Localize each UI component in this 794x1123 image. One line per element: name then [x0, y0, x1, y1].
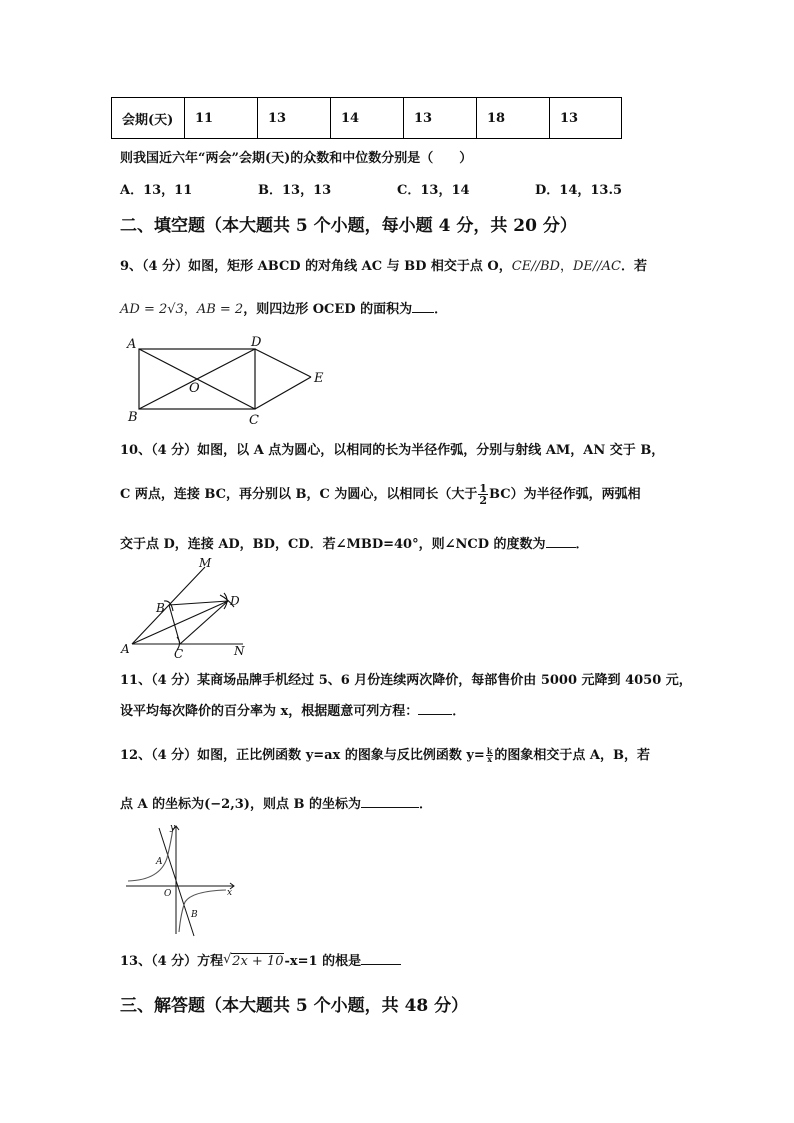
q13-line — [120, 950, 401, 969]
q9-text-end: ． — [434, 302, 448, 317]
fraction-denominator: x — [487, 754, 492, 764]
fraction-k-over-x — [486, 748, 494, 763]
q11-text-end: ． — [452, 704, 466, 719]
fraction-one-half — [478, 483, 488, 506]
q12-line-2 — [120, 793, 432, 812]
q12-line-1 — [120, 744, 650, 763]
point-label-b: B — [191, 910, 198, 920]
point-label-a: A — [121, 642, 130, 656]
q11-text: 设平均每次降价的百分率为 x，根据题意可列方程： — [120, 704, 419, 719]
q10-text: BC）为半径作弧，两弧相 — [489, 487, 641, 502]
axis-label-x: x — [227, 888, 233, 898]
table-cell: 13 — [404, 98, 477, 139]
point-label-c: C — [249, 413, 259, 428]
q12-text-end: ． — [419, 797, 433, 812]
q10-angle-figure — [118, 555, 258, 660]
point-label-d: D — [251, 335, 262, 350]
section-2-title: 二、填空题（本大题共 5 个小题，每小题 4 分，共 20 分） — [120, 216, 577, 236]
point-label-d: D — [230, 594, 240, 608]
q10-line-2 — [120, 478, 641, 512]
answer-blank — [361, 952, 401, 965]
q9-math-de-ac: DE//AC — [572, 259, 621, 274]
fraction-numerator: k — [486, 746, 493, 756]
q11-line-1: 11、（4 分）某商场品牌手机经过 5、6 月份连续两次降价，每部售价由 5000 元降到 4050 元， — [120, 673, 692, 688]
q9-rectangle-figure — [120, 332, 340, 428]
q10-line-3 — [120, 533, 589, 552]
table-cell: 13 — [258, 98, 331, 139]
point-label-m: M — [199, 556, 212, 570]
q10-text-end: ． — [575, 537, 589, 552]
q9-line-1 — [120, 255, 647, 274]
q9-math-ab: AB = 2 — [196, 302, 244, 317]
point-label-b: B — [128, 410, 138, 425]
q8-stem: 则我国近六年“两会”会期(天)的众数和中位数分别是（ ） — [120, 151, 473, 166]
q9-text: ，则四边形 OCED 的面积为 — [243, 302, 413, 317]
q8-option-c: C．13，14 — [397, 183, 470, 198]
q13-text: -x=1 的根是 — [284, 954, 362, 969]
table-header-cell: 会期(天) — [112, 98, 185, 139]
q12-text: 12、（4 分）如图，正比例函数 y=ax 的图象与反比例函数 y= — [120, 748, 485, 763]
point-label-n: N — [234, 644, 245, 658]
segment-ce — [255, 377, 311, 409]
point-label-b: B — [156, 601, 165, 615]
table-row — [112, 98, 622, 139]
axis-label-y: y — [170, 823, 176, 833]
q9-text: 9、（4 分）如图，矩形 ABCD 的对角线 AC 与 BD 相交于点 O， — [120, 259, 512, 274]
radical-expression — [223, 954, 284, 969]
answer-blank — [361, 795, 419, 808]
point-label-e: E — [314, 371, 324, 386]
fraction-numerator: 1 — [479, 482, 488, 495]
q11-line-2 — [120, 700, 465, 719]
section-3-title: 三、解答题（本大题共 5 个小题，共 48 分） — [120, 996, 469, 1016]
q10-text: C 两点，连接 BC，再分别以 B，C 为圆心，以相同长（大于 — [120, 487, 478, 502]
radical-sign: √ — [223, 952, 232, 967]
table-cell: 13 — [550, 98, 622, 139]
table-cell: 18 — [477, 98, 550, 139]
origin-label: O — [164, 889, 172, 899]
q12-text: 的图象相交于点 A，B，若 — [494, 748, 650, 763]
point-label-a: A — [156, 857, 163, 867]
q10-text: 交于点 D，连接 AD，BD，CD．若∠MBD=40°，则∠NCD 的度数为 — [120, 537, 546, 552]
q9-line-2 — [120, 298, 447, 317]
q12-text: 点 A 的坐标为(−2,3)，则点 B 的坐标为 — [120, 797, 361, 812]
q10-line-1: 10、（4 分）如图，以 A 点为圆心，以相同的长为半径作弧，分别与射线 AM，AN 交于 B， — [120, 443, 665, 458]
q9-separator: ， — [559, 259, 573, 274]
answer-blank — [412, 300, 434, 313]
fraction-denominator: 2 — [479, 494, 488, 507]
q8-option-d: D．14，13.5 — [535, 183, 623, 198]
meeting-days-table — [111, 97, 622, 139]
hyperbola-branch-upper — [128, 828, 173, 881]
point-label-c: C — [174, 647, 184, 660]
segment-de — [255, 349, 311, 377]
answer-blank — [418, 702, 452, 715]
q13-text: 13、（4 分）方程 — [120, 954, 224, 969]
point-label-a: A — [127, 337, 137, 352]
q9-text-end: ．若 — [620, 259, 647, 274]
table-cell: 14 — [331, 98, 404, 139]
q8-option-b: B．13，13 — [258, 183, 332, 198]
answer-blank — [546, 535, 576, 548]
q9-separator: ， — [183, 302, 197, 317]
point-label-o: O — [189, 381, 200, 396]
q9-math-ad: AD = 2√3 — [120, 302, 184, 317]
segment-cd — [180, 601, 228, 644]
q8-option-a: A．13，11 — [120, 183, 193, 198]
radicand: 2x + 10 — [232, 954, 284, 969]
q9-math-ce-bd: CE//BD — [511, 259, 560, 274]
q12-function-graph — [122, 820, 240, 938]
ray-am — [132, 567, 205, 644]
segment-ad — [132, 601, 228, 644]
table-cell: 11 — [185, 98, 258, 139]
